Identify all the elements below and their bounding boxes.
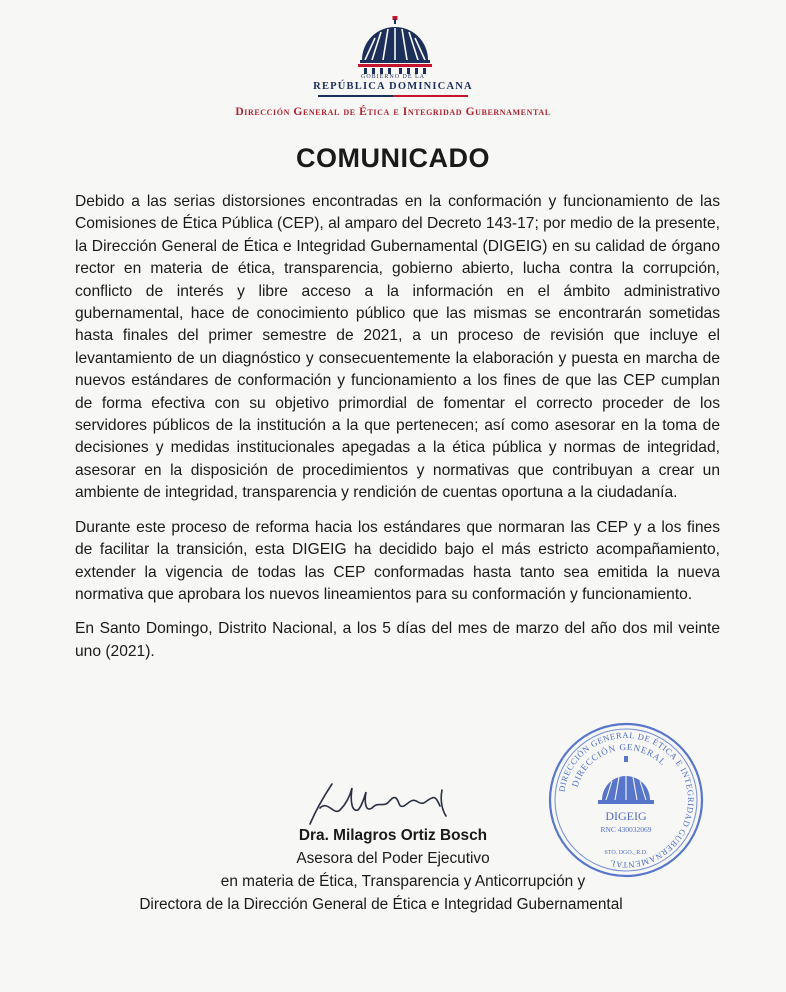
seal-dome-icon: [598, 756, 654, 804]
signer-role-line-2: en materia de Ética, Transparencia y Anticorrupción y: [220, 873, 586, 890]
body-paragraph-3: En Santo Domingo, Distrito Nacional, a los 5 días del mes de marzo del año dos mil veinte uno (2021).: [75, 620, 720, 660]
signer-role-line-3: Directora de la Dirección General de Ética e Integridad Gubernamental: [139, 896, 623, 913]
seal-city: STO. DGO., R.D.: [604, 850, 648, 856]
seal-ring-text: DIRECCIÓN GENERAL DE ÉTICA E INTEGRIDAD GUBERNAMENTAL: [556, 729, 697, 871]
body-paragraph-1: Debido a las serias distorsiones encontradas en la conformación y funcionamiento de las Comisiones de Ética Pública (CEP), al amparo del Decreto 143-17; por medio de la presente, la Dirección General de Ética e Integridad Gubernamental (DIGEIG) en su calidad de órgano rector en materia de ética, transparencia, gobierno abierto, lucha contra la corrupción, conflicto de interés y libre acceso a la información en el ámbito administrativo gubernamental, hace de conocimiento público que las mismas se encontrarán sometidas hasta finales del primer semestre de 2021, a un proceso de revisión que incluye el levantamiento de un diagnóstico y consecuentemente la elaboración y puesta en marcha de nuevos estándares de conformación y funcionamiento a los fines de que las CEP cumplan de forma efectiva con su objetivo primordial de fomentar el correcto proceder de los servidores públicos de la institución a la que pertenecen; así como asesorar en la toma de decisiones y medidas institucionales apegadas a la ética pública y normas de integridad, asesorar en la disposición de procedimientos y normativas que contribuyan a crear un ambiente de integridad, transparencia y rendición de cuentas oportuna a la ciudadanía.: [75, 193, 720, 502]
document-body: [75, 191, 720, 675]
government-name: REPÚBLICA DOMINICANA: [313, 81, 473, 92]
body-paragraph-2: Durante este proceso de reforma hacia los estándares que normaran las CEP y a los fines de facilitar la transición, esta DIGEIG ha decidido bajo el más estricto acompañamiento, extender la vigencia de todas las CEP conformadas hasta tanto sea emitida la nueva normativa que aprobara los nuevos lineamientos para su conformación y funcionamiento.: [75, 518, 720, 603]
official-seal-stamp: [546, 720, 706, 880]
government-caption: GOBIERNO DE LA: [361, 74, 425, 80]
seal-rnc: RNC 430032069: [600, 825, 652, 834]
letterhead-divider: [318, 95, 468, 97]
signer-name: Dra. Milagros Ortiz Bosch: [298, 827, 488, 844]
seal-inner-text: DIRECCIÓN GENERAL: [569, 741, 669, 789]
government-dome-logo: [350, 14, 440, 74]
document-title: COMUNICADO: [296, 143, 490, 173]
seal-center-label: DIGEIG: [605, 809, 647, 823]
signer-role-line-1: Asesora del Poder Ejecutivo: [296, 850, 490, 867]
agency-name: Dirección General de Ética e Integridad Gubernamental: [235, 106, 551, 118]
